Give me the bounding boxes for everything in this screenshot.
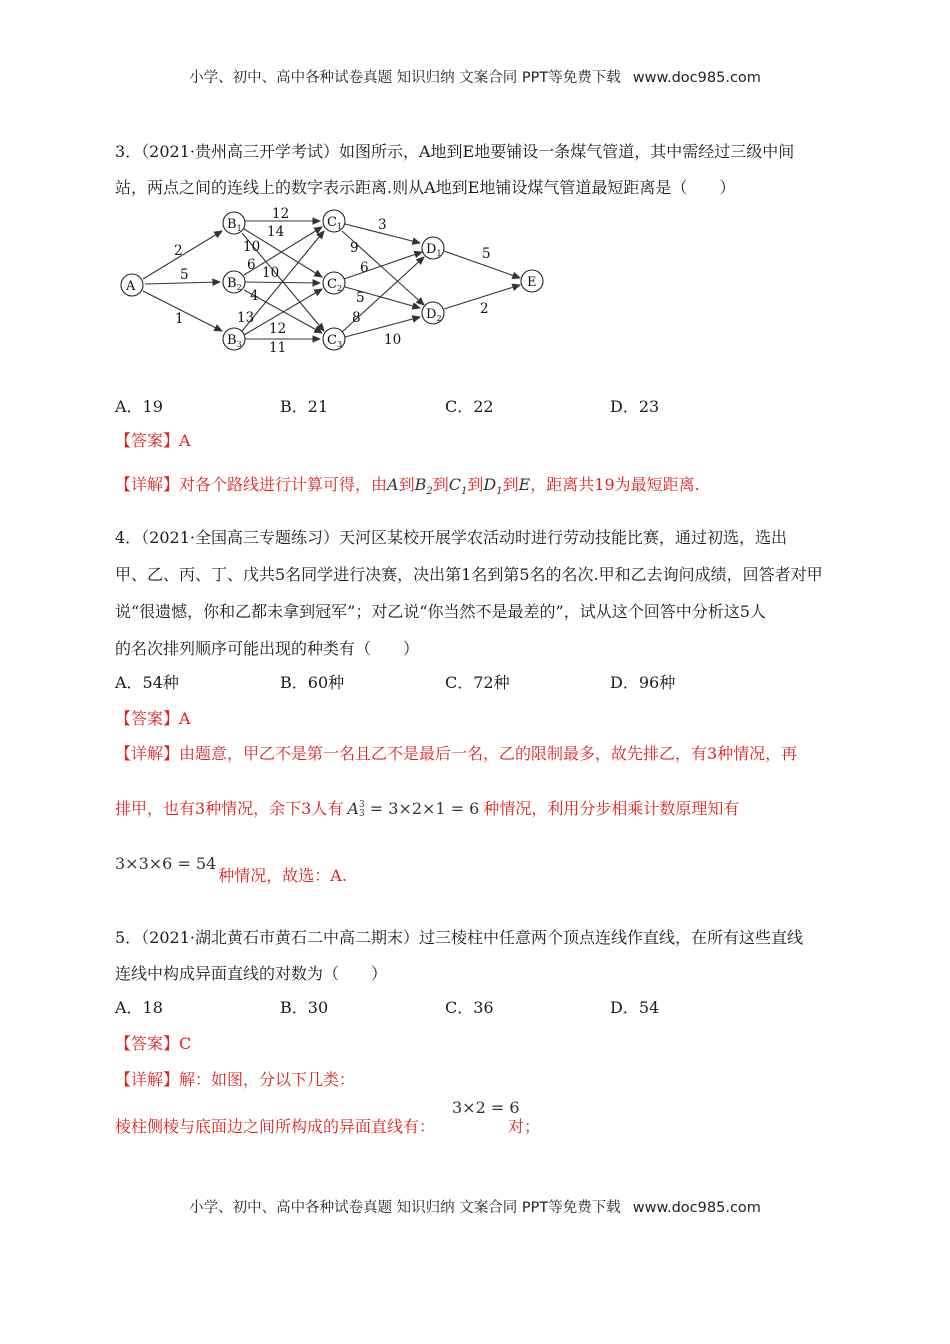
q3-option-d: D．23 [610, 397, 660, 416]
path-to-3: 到 [467, 475, 484, 494]
weight-b1-c1: 12 [272, 206, 290, 222]
path-e: E [518, 475, 531, 494]
weight-a-b2: 5 [180, 267, 189, 283]
q4-line4: 的名次排列顺序可能出现的种类有（ ） [115, 639, 420, 658]
q4-line3: 说“很遗憾，你和乙都未拿到冠军”；对乙说“你当然不是最差的”，试从这个回答中分析这5人 [115, 602, 766, 621]
node-e [521, 270, 543, 292]
node-c3 [323, 328, 345, 350]
q4-detail2-prefix: 排甲，也有3种情况，余下3人有 [115, 799, 344, 818]
weight-b1-c3: 10 [243, 239, 261, 255]
header-text: 小学、初中、高中各种试卷真题 知识归纳 文案合同 PPT等免费下载 [189, 70, 621, 86]
q5-answer: 【答案】C [115, 1034, 192, 1053]
node-b1 [223, 212, 245, 234]
weight-c2-d2: 5 [356, 290, 365, 306]
q3-detail-prefix: 【详解】对各个路线进行计算可得，由 [115, 475, 388, 494]
q5-detail2-suffix: 对； [508, 1117, 541, 1136]
q3-answer: 【答案】A [115, 431, 191, 450]
q3-line1: 3．（2021·贵州高三开学考试）如图所示，A地到E地要铺设一条煤气管道，其中需经过三级中间 [115, 142, 795, 161]
node-c1 [323, 210, 345, 232]
node-c2 [323, 272, 345, 294]
header-banner [0, 66, 950, 87]
q3-detail [115, 472, 700, 497]
q4-detail1: 【详解】由题意，甲乙不是第一名且乙不是最后一名，乙的限制最多，故先排乙，有3种情况，再 [115, 744, 798, 763]
weight-a-b3: 1 [175, 311, 184, 327]
path-a: A [387, 475, 399, 494]
weight-b3-c2: 12 [269, 321, 287, 337]
path-to-4: 到 [502, 475, 519, 494]
weight-b2-c3: 4 [250, 288, 259, 304]
node-b2 [223, 271, 245, 293]
q4-detail3 [115, 854, 347, 886]
q4-line2: 甲、乙、丙、丁、戊共5名同学进行决赛，决出第1名到第5名的名次.甲和乙去询问成绩，回答者对甲 [115, 565, 823, 584]
weight-d1-e: 5 [482, 246, 491, 262]
q4-option-d: D．96种 [610, 673, 676, 692]
q3-option-c: C．22 [445, 397, 494, 416]
path-to-1: 到 [398, 475, 415, 494]
q4-answer: 【答案】A [115, 709, 191, 728]
q3-detail-suffix: ，距离共19为最短距离. [530, 475, 700, 494]
q5-detail2 [115, 1114, 540, 1137]
q4-detail2-suffix: 种情况，利用分步相乘计数原理知有 [483, 799, 740, 818]
q5-option-b: B．30 [280, 998, 329, 1017]
q3-line2: 站，两点之间的连线上的数字表示距离.则从A地到E地铺设煤气管道最短距离是（ ） [115, 178, 736, 197]
weight-b1-c2: 14 [267, 224, 285, 240]
q4-option-c: C．72种 [445, 673, 510, 692]
q4-line1: 4．（2021·全国高三专题练习）天河区某校开展学农活动时进行劳动技能比赛，通过初选，选出 [115, 528, 787, 547]
svg-text:E: E [527, 275, 537, 290]
footer-banner [0, 1196, 950, 1217]
path-d1: $D_1$ [483, 475, 503, 498]
node-d2 [422, 302, 444, 324]
q5-eq: 3×2 = 6 [452, 1098, 520, 1117]
q5-line2: 连线中构成异面直线的对数为（ ） [115, 964, 388, 983]
footer-text: 小学、初中、高中各种试卷真题 知识归纳 文案合同 PPT等免费下载 [189, 1200, 621, 1216]
node-a [121, 274, 143, 296]
svg-text:A: A [126, 279, 136, 294]
weight-b3-c3: 11 [269, 340, 287, 355]
svg-text:C3: $C_3$ [327, 333, 343, 349]
svg-text:D1: $D_1$ [426, 242, 442, 258]
q5-option-d: D．54 [610, 998, 660, 1017]
footer-site-link[interactable]: www.doc985.com [632, 1200, 761, 1216]
weight-b2-c1: 6 [247, 257, 256, 273]
weight-b2-c2: 10 [262, 265, 280, 281]
q5-line1: 5．（2021·湖北黄石市黄石二中高二期末）过三棱柱中任意两个顶点连线作直线，在所有这些直线 [115, 928, 803, 947]
q5-detail2-prefix: 棱柱侧棱与底面边之间所构成的异面直线有： [115, 1117, 436, 1136]
q3-option-b: B．21 [280, 397, 329, 416]
edge-c2-d1 [344, 252, 422, 279]
node-d1 [422, 237, 444, 259]
path-c1: $C_1$ [448, 475, 468, 498]
weight-b3-c1: 13 [237, 310, 255, 326]
q5-option-a: A．18 [115, 998, 163, 1017]
weight-c2-d1: 6 [360, 260, 369, 276]
path-b2: $B_2$ [414, 475, 433, 498]
svg-text:B3: $B_3$ [227, 333, 242, 349]
q3-option-a: A．19 [115, 397, 163, 416]
weight-c1-d1: 3 [378, 217, 387, 233]
node-b3 [223, 328, 245, 350]
weight-d2-e: 2 [480, 301, 489, 317]
svg-text:C2: $C_2$ [327, 277, 343, 293]
q5-detail1: 【详解】解：如图，分以下几类： [115, 1070, 356, 1089]
q4-option-a: A．54种 [115, 673, 179, 692]
svg-text:B2: $B_2$ [227, 276, 242, 292]
weight-a-b1: 2 [174, 243, 183, 259]
weight-c3-d1: 8 [352, 310, 361, 326]
q4-option-b: B．60种 [280, 673, 345, 692]
path-to-2: 到 [432, 475, 449, 494]
q4-detail2 [115, 796, 739, 819]
q4-eq1: A 3 3 = 3×2×1 = 6 [347, 799, 480, 819]
svg-text:C1: $C_1$ [327, 215, 343, 231]
svg-text:D2: $D_2$ [426, 307, 442, 323]
svg-text:B1: $B_1$ [227, 217, 242, 233]
q5-option-c: C．36 [445, 998, 494, 1017]
q4-detail3-text: 种情况，故选：A. [218, 866, 347, 885]
pipeline-network-diagram [112, 205, 552, 355]
q4-eq2: 3×3×6 = 54 [115, 854, 217, 873]
weight-c1-d2: 9 [350, 240, 359, 256]
header-site-link[interactable]: www.doc985.com [632, 70, 761, 86]
weight-c3-d2: 10 [384, 332, 402, 348]
